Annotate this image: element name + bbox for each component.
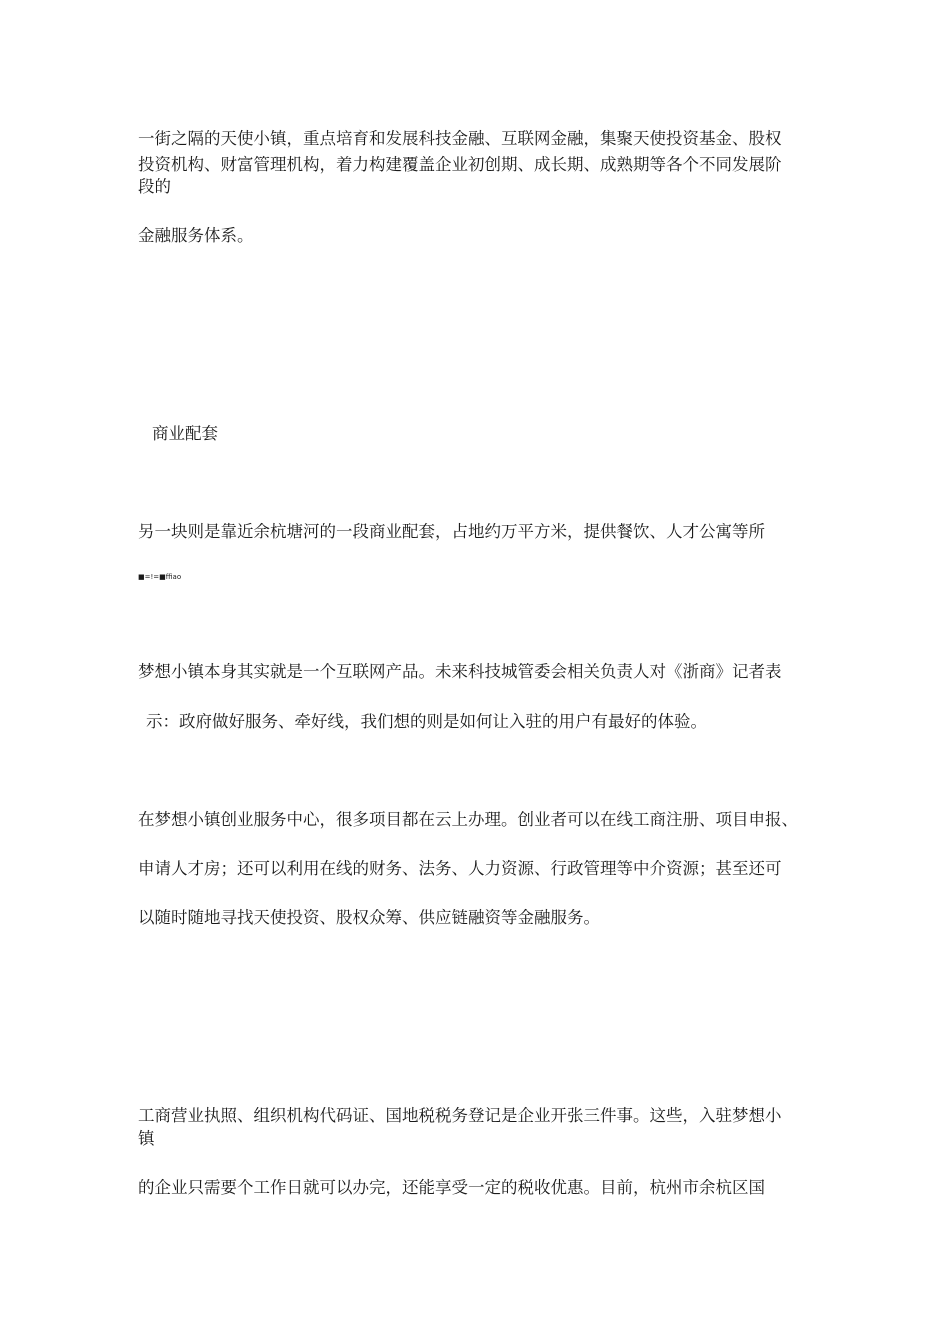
paragraph-line: 另一块则是靠近余杭塘河的一段商业配套，占地约万平方米，提供餐饮、人才公寓等所 (138, 522, 765, 541)
paragraph-line: 在梦想小镇创业服务中心，很多项目都在云上办理。创业者可以在线工商注册、项目申报、 (138, 810, 798, 829)
paragraph-line: 一街之隔的天使小镇，重点培育和发展科技金融、互联网金融，集聚天使投资基金、股权 (138, 129, 782, 148)
paragraph-line: 申请人才房；还可以利用在线的财务、法务、人力资源、行政管理等中介资源；甚至还可 (138, 859, 782, 878)
paragraph-line: 示：政府做好服务、牵好线，我们想的则是如何让入驻的用户有最好的体验。 (146, 712, 707, 731)
paragraph-line: 梦想小镇本身其实就是一个互联网产品。未来科技城管委会相关负责人对《浙商》记者表 (138, 662, 782, 681)
paragraph-line: 投资机构、财富管理机构，着力构建覆盖企业初创期、成长期、成熟期等各个不同发展阶 (138, 155, 782, 174)
paragraph-line: 金融服务体系。 (138, 226, 254, 245)
paragraph-line: 工商营业执照、组织机构代码证、国地税税务登记是企业开张三件事。这些，入驻梦想小 (138, 1106, 782, 1125)
paragraph-line: 镇 (138, 1129, 155, 1148)
section-heading: 商业配套 (152, 424, 218, 443)
paragraph-line: 段的 (138, 177, 171, 196)
paragraph-line: 以随时随地寻找天使投资、股权众筹、供应链融资等金融服务。 (138, 908, 600, 927)
paragraph-line: 的企业只需要个工作日就可以办完，还能享受一定的税收优惠。目前，杭州市余杭区国 (138, 1178, 765, 1197)
garbled-text: ■=!=■ffiao (138, 573, 182, 581)
